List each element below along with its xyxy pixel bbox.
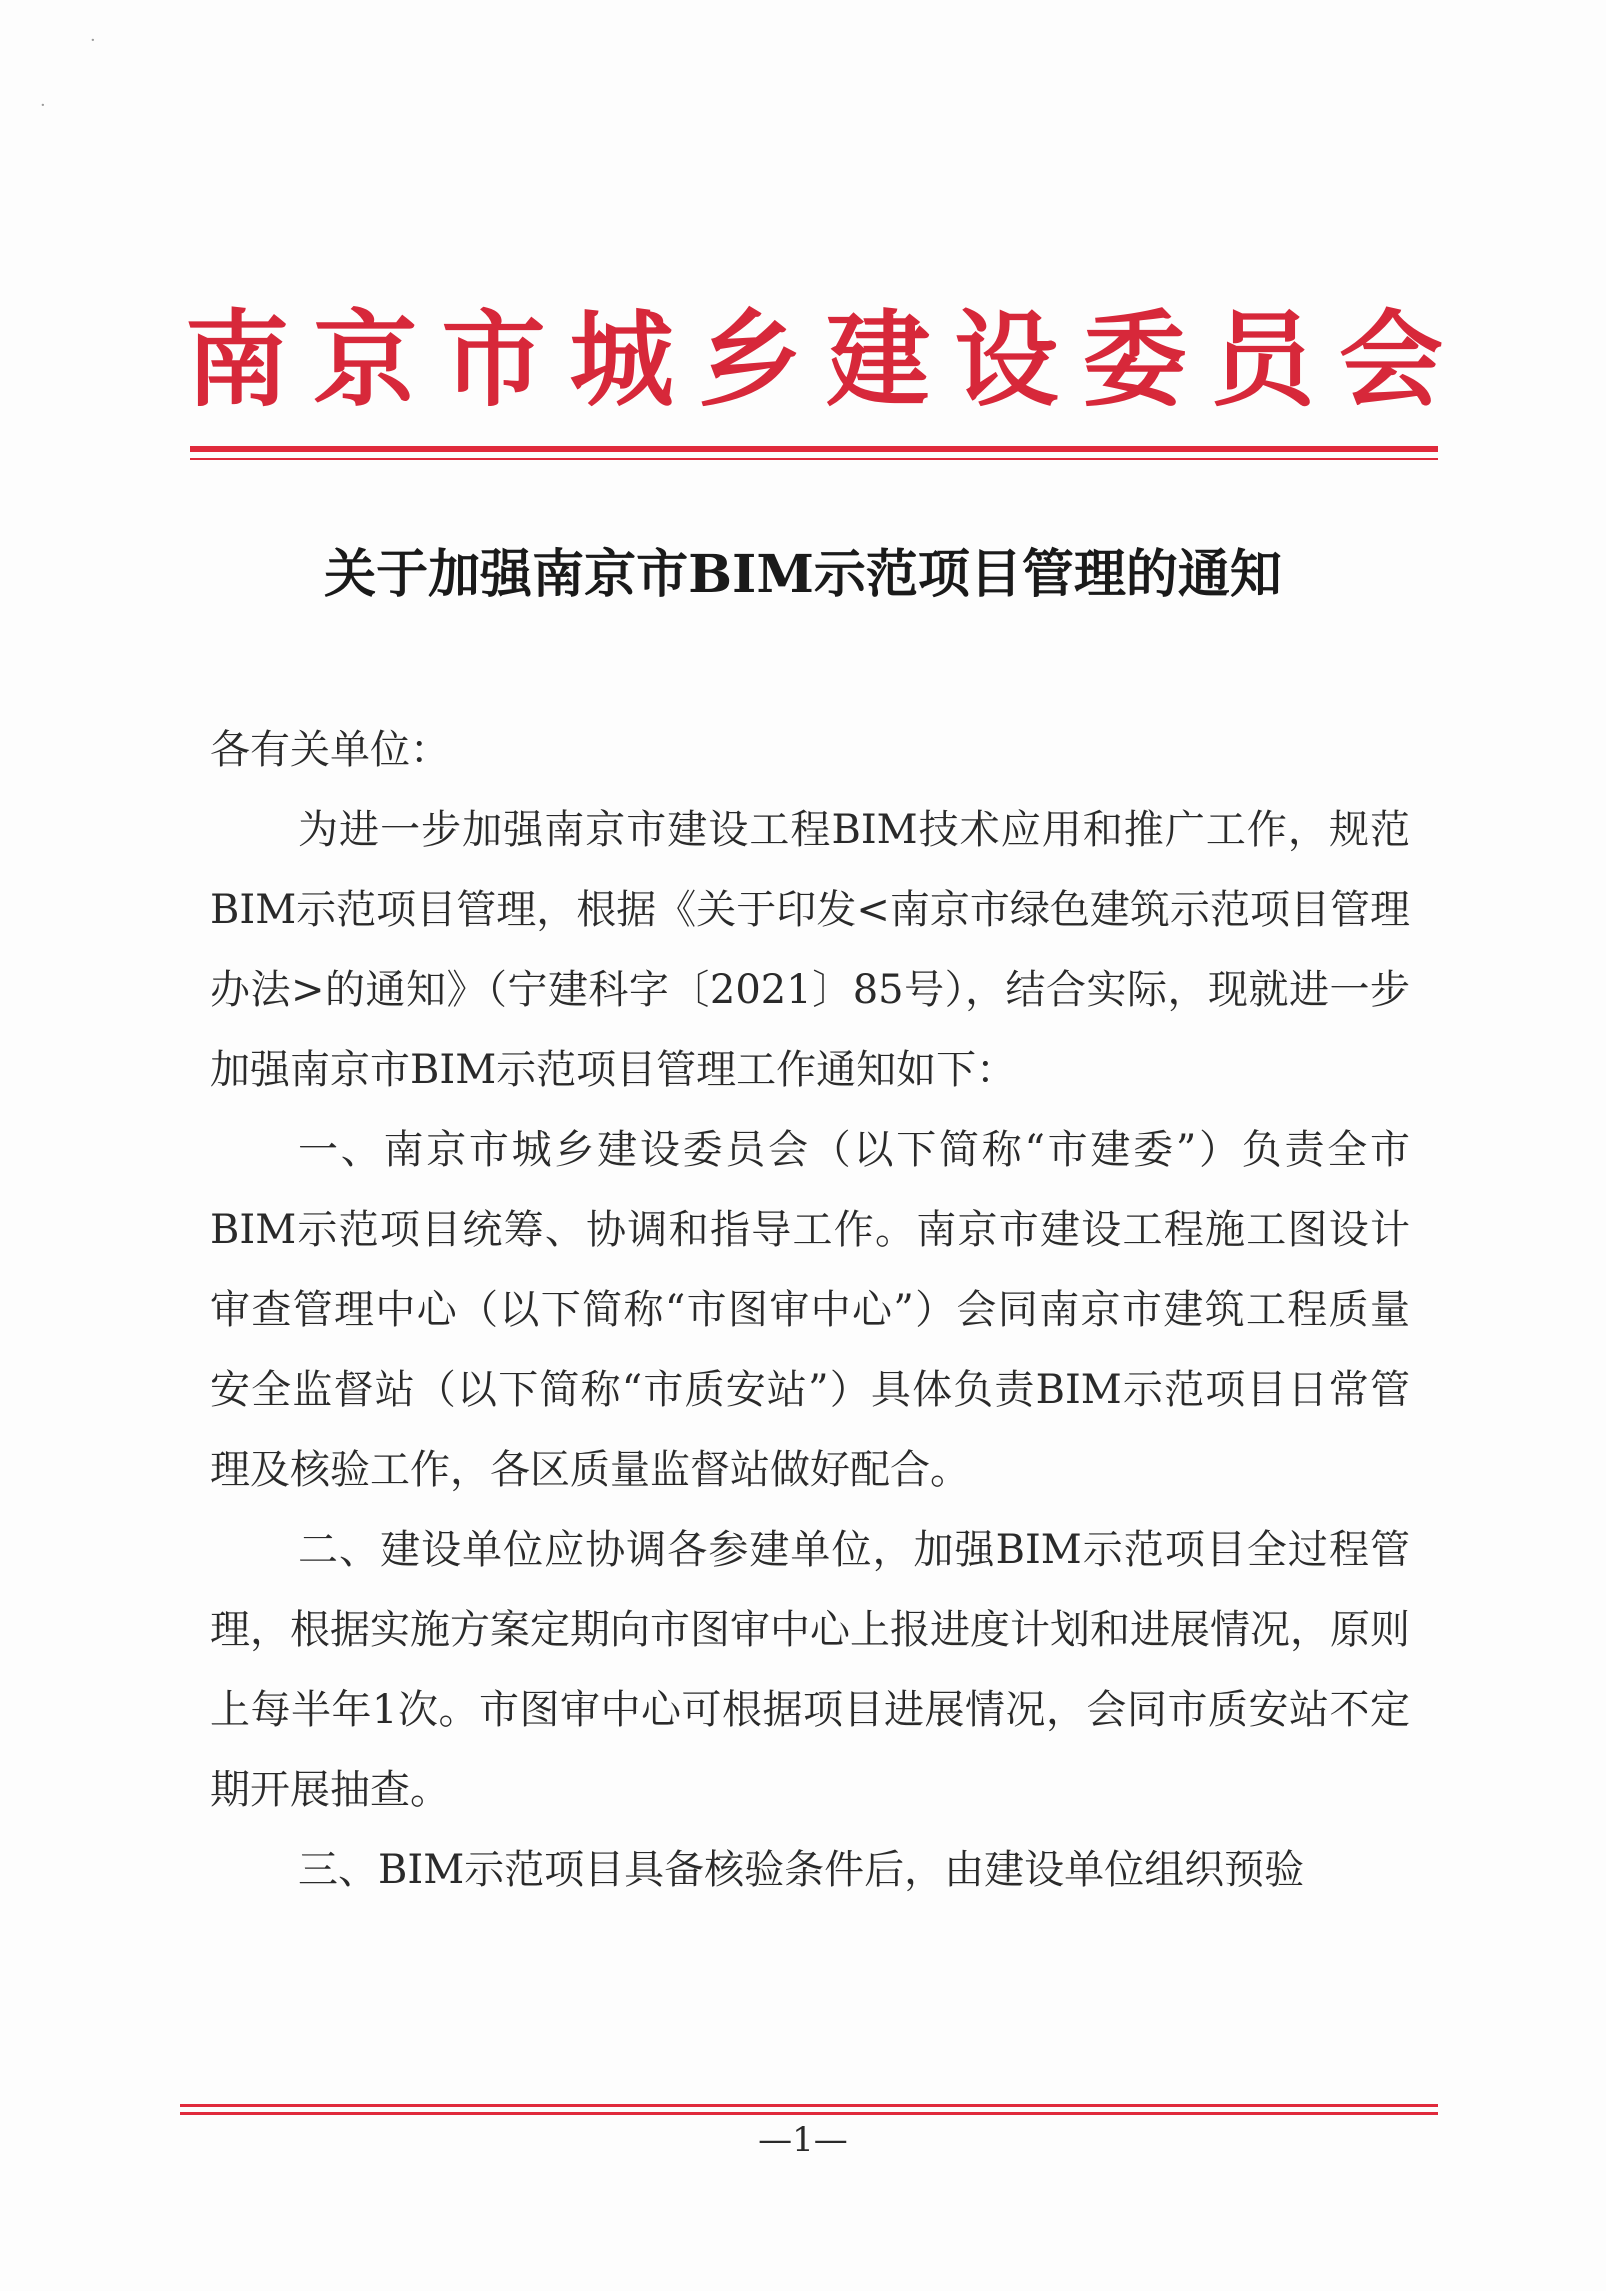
body-paragraph: 一、南京市城乡建设委员会（以下简称“市建委”）负责全市BIM示范项目统筹、协调和指导工作。南京市建设工程施工图设计审查管理中心（以下简称“市图审中心”）会同南京市建筑工程质量安全监督站（以下简称“市质安站”）具体负责BIM示范项目日常管理及核验工作，各区质量监督站做好配合。 — [210, 1127, 1410, 1493]
footer-rule-bottom — [180, 2112, 1438, 2115]
issuer-heading: 南京市城乡建设委员会 — [185, 298, 1445, 421]
header-rule-thin — [190, 458, 1438, 460]
header-rule-thick — [190, 446, 1438, 452]
footer-rule-top — [180, 2104, 1438, 2107]
notice-body — [210, 710, 1410, 1910]
notice-title: 关于加强南京市BIM示范项目管理的通知 — [324, 544, 1282, 605]
scan-speck: · — [40, 95, 46, 116]
salutation: 各有关单位： — [210, 727, 450, 773]
scan-speck: · — [90, 30, 96, 51]
page-number: —1— — [758, 2120, 848, 2160]
body-paragraph: 二、建设单位应协调各参建单位，加强BIM示范项目全过程管理，根据实施方案定期向市图审中心上报进度计划和进展情况，原则上每半年1次。市图审中心可根据项目进展情况，会同市质安站不定期开展抽查。 — [210, 1527, 1410, 1813]
body-paragraph: 为进一步加强南京市建设工程BIM技术应用和推广工作，规范BIM示范项目管理，根据《关于印发<南京市绿色建筑示范项目管理办法>的通知》（宁建科字〔2021〕85号），结合实际，现就进一步加强南京市BIM示范项目管理工作通知如下： — [210, 807, 1410, 1093]
body-paragraph: 三、BIM示范项目具备核验条件后，由建设单位组织预验 — [298, 1847, 1305, 1893]
